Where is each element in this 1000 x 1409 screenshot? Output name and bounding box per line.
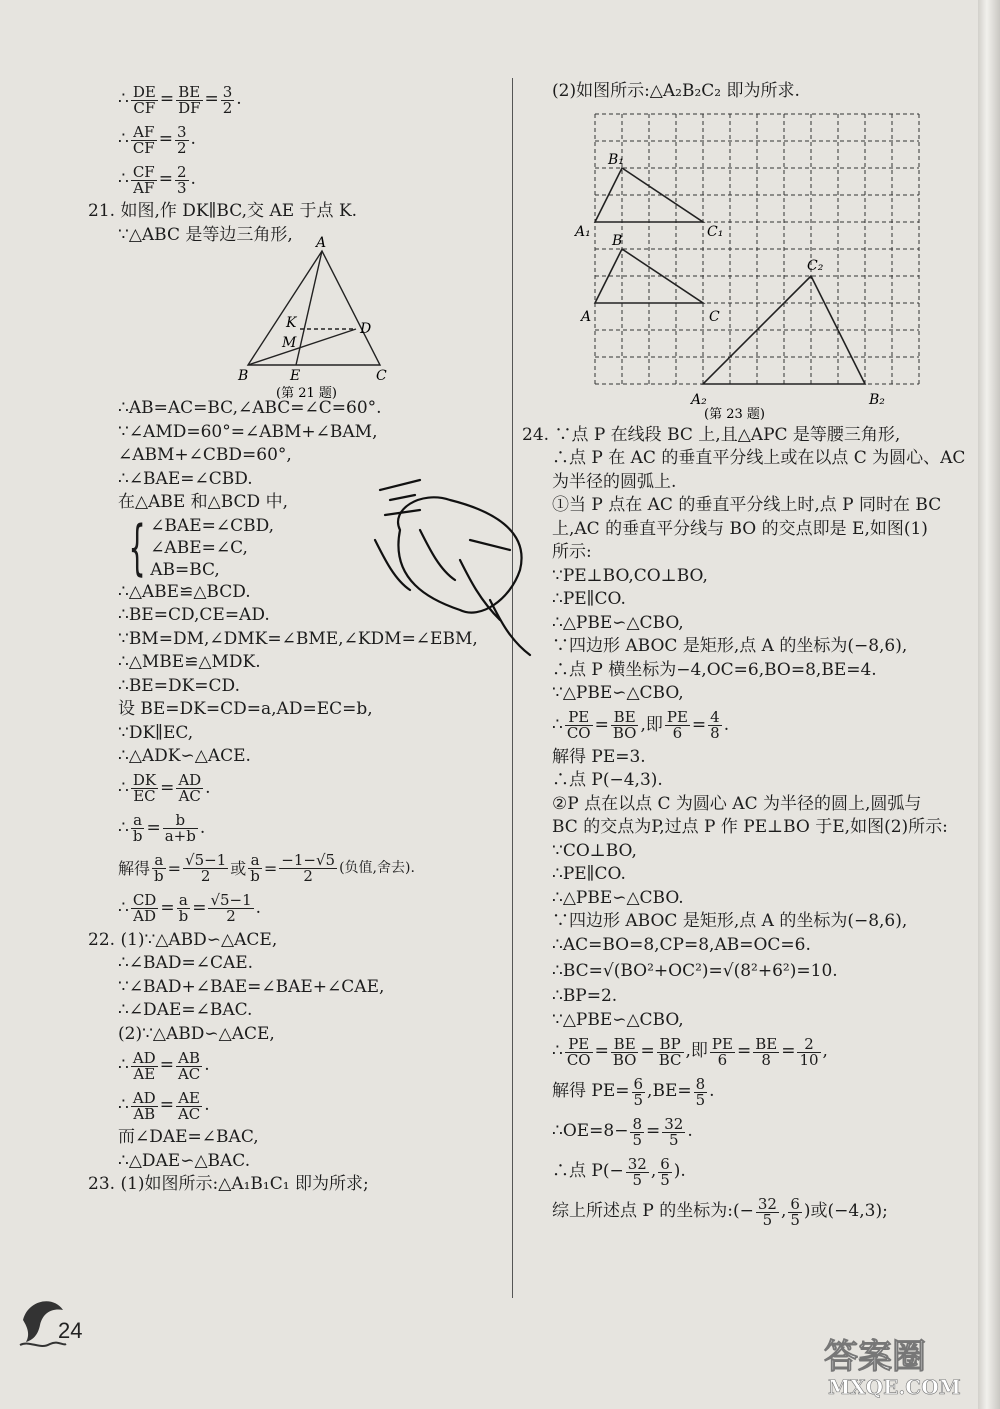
equation-line: 解得 $\frac{a}{b}$ = $\frac{√5-1}{2}$ 或 $\frac{a}{b}$ = $\frac{-1-√5}{2}$ (负值,舍去).: [118, 851, 415, 885]
q24-line: ①当 P 点在 AC 的垂直平分线上时,点 P 同时在 BC: [552, 495, 942, 515]
q24-line: ∵△PBE∽△CBO,: [552, 683, 684, 703]
q24-line: ∴PE∥CO.: [552, 864, 626, 884]
q24-line: ∴BP=2.: [552, 986, 618, 1006]
q22-line: ∴∠BAD=∠CAE.: [118, 953, 254, 973]
proof-line: ∠ABM+∠CBD=60°,: [118, 445, 292, 465]
q24-line: ∴△PBE∽△CBO.: [552, 887, 684, 908]
proof-line: ∴△MBE≌△MDK.: [118, 652, 261, 672]
equation-line: ∴ $\frac{CD}{AD}$ = $\frac{a}{b}$ = $\frac{√5-1}{2}$ .: [118, 891, 262, 925]
label-A: A: [581, 308, 592, 325]
proof-line: ∴∠BAE=∠CBD.: [118, 468, 253, 489]
q22-line: ∴△DAE∽△BAC.: [118, 1150, 251, 1171]
proof-line: ∵BM=DM,∠DMK=∠BME,∠KDM=∠EBM,: [118, 628, 478, 649]
label-D: D: [360, 321, 372, 337]
q24-line: BC 的交点为P,过点 P 作 PE⊥BO 于E,如图(2)所示:: [552, 817, 948, 837]
q24-line: 为半径的圆弧上.: [552, 471, 677, 492]
proof-line: ∴△ABE≌△BCD.: [118, 581, 251, 602]
q24-line: ∵CO⊥BO,: [552, 840, 637, 861]
watermark-logo-text: 答案圈: [824, 1337, 926, 1377]
q23-line: 23. (1)如图所示:△A₁B₁C₁ 即为所求;: [88, 1174, 369, 1194]
equation-line: 综上所述点 P 的坐标为:(− $\frac{32}{5}$ , $\frac{6}{5}$ )或(−4,3);: [552, 1194, 888, 1229]
q24-line: ∴点 P(−4,3).: [552, 770, 663, 790]
q22-line: (2)∵△ABD∽△ACE,: [118, 1023, 275, 1044]
label-A: A: [316, 235, 327, 251]
watermark-url-text: MXQE.COM: [828, 1375, 961, 1399]
site-watermark-logo: [820, 1330, 990, 1404]
proof-line: ∴BE=DK=CD.: [118, 675, 240, 696]
equation-line: ∴ $\frac{AF}{CF}$ = $\frac{3}{2}$ .: [118, 122, 196, 157]
label-C: C: [709, 308, 720, 325]
label-E: E: [290, 368, 301, 384]
equation-line: 解得 PE= $\frac{6}{5}$ ,BE= $\frac{8}{5}$ .: [552, 1074, 715, 1109]
q24-line: ∵四边形 ABOC 是矩形,点 A 的坐标为(−8,6),: [552, 911, 908, 931]
figure-23: [522, 104, 974, 424]
q22-line: 22. (1)∵△ABD∽△ACE,: [88, 929, 278, 950]
equation-line: ∴OE=8− $\frac{8}{5}$ = $\frac{32}{5}$ .: [552, 1114, 693, 1149]
equation-line: ∴ $\frac{a}{b}$ = $\frac{b}{a+b}$ .: [118, 811, 206, 845]
label-B1: B₁: [608, 151, 624, 168]
proof-line: 设 BE=DK=CD=a,AD=EC=b,: [118, 699, 373, 719]
q23-line: (2)如图所示:△A₂B₂C₂ 即为所求.: [552, 81, 800, 101]
proof-line: ∴AB=AC=BC,∠ABC=∠C=60°.: [118, 398, 382, 418]
q24-line: ∴AC=BO=8,CP=8,AB=OC=6.: [552, 934, 811, 955]
q24-line: 24. ∵点 P 在线段 BC 上,且△APC 是等腰三角形,: [522, 424, 901, 445]
label-B: B: [238, 368, 249, 384]
brace-system: { ∠BAE=∠CBD, ∠ABE=∠C, AB=BC,: [128, 512, 275, 583]
proof-line: ∴BE=CD,CE=AD.: [118, 605, 270, 625]
proof-line: ∵DK∥EC,: [118, 722, 194, 743]
proof-line: ∵∠AMD=60°=∠ABM+∠BAM,: [118, 421, 378, 442]
label-C: C: [376, 368, 387, 384]
q24-line: ∴点 P 横坐标为−4,OC=6,BO=8,BE=4.: [552, 659, 877, 680]
proof-line: ∴△ADK∽△ACE.: [118, 746, 251, 766]
q24-line: ②P 点在以点 C 为圆心 AC 为半径的圆上,圆弧与: [552, 793, 922, 814]
equation-line: ∴点 P(− $\frac{32}{5}$ , $\frac{6}{5}$ ).: [552, 1154, 686, 1189]
q24-line: ∴PE∥CO.: [552, 589, 626, 609]
label-B2: B₂: [869, 391, 885, 408]
figure-23-caption: (第 23 题): [704, 406, 765, 422]
label-C2: C₂: [807, 257, 824, 274]
page-number: 24: [58, 1318, 83, 1343]
label-K: K: [286, 315, 297, 331]
label-A1: A₁: [575, 223, 591, 240]
page-binding-edge: [978, 0, 1000, 1409]
label-C1: C₁: [707, 223, 724, 240]
q22-line: 而∠DAE=∠BAC,: [118, 1127, 259, 1147]
handwritten-watermark: [360, 470, 540, 674]
label-A2: A₂: [691, 391, 707, 408]
equation-line: ∴ $\frac{AD}{AB}$ = $\frac{AE}{AC}$ .: [118, 1088, 210, 1123]
equation-line: ∴ $\frac{PE}{CO}$ = $\frac{BE}{BO}$ = $\frac{BP}{BC}$ ,即 $\frac{PE}{6}$ = $\frac{BE}{8}$ = $\frac{2}{10}$ ,: [552, 1034, 828, 1069]
q24-line: ∵四边形 ABOC 是矩形,点 A 的坐标为(−8,6),: [552, 636, 908, 656]
q24-line: ∵△PBE∽△CBO,: [552, 1009, 684, 1030]
q22-line: ∴∠DAE=∠BAC.: [118, 1000, 253, 1020]
equation-line: ∴ $\frac{DE}{CF}$ = $\frac{BE}{DF}$ = $\frac{3}{2}$ .: [118, 82, 242, 117]
figure-21-caption: (第 21 题): [276, 386, 337, 401]
q24-line: 所示:: [552, 542, 592, 562]
q24-line: ∴点 P 在 AC 的垂直平分线上或在以点 C 为圆心、AC: [552, 448, 966, 468]
equation-line: ∴ $\frac{PE}{CO}$ = $\frac{BE}{BO}$ ,即 $\frac{PE}{6}$ = $\frac{4}{8}$ .: [552, 708, 730, 742]
equation-line: ∴ $\frac{CF}{AF}$ = $\frac{2}{3}$ .: [118, 162, 196, 197]
right-column: [522, 80, 974, 1232]
equation-line: ∴ $\frac{DK}{EC}$ = $\frac{AD}{AC}$ .: [118, 771, 211, 805]
q24-line: 上,AC 的垂直平分线与 BO 的交点即是 E,如图(1): [552, 518, 928, 539]
figure-21: [88, 235, 498, 401]
equation-line: ∴ $\frac{AD}{AE}$ = $\frac{AB}{AC}$ .: [118, 1048, 210, 1083]
column-divider: [512, 78, 513, 1298]
q21-line: 21. 如图,作 DK∥BC,交 AE 于点 K.: [88, 201, 358, 221]
q24-line: ∴△PBE∽△CBO,: [552, 612, 684, 633]
q24-line: 解得 PE=3.: [552, 746, 646, 767]
proof-line: 在△ABE 和△BCD 中,: [118, 492, 288, 512]
q21-line: ∵△ABC 是等边三角形,: [118, 224, 293, 245]
label-B: B: [612, 232, 623, 249]
q22-line: ∵∠BAD+∠BAE=∠BAE+∠CAE,: [118, 976, 385, 997]
label-M: M: [282, 335, 297, 351]
q24-line: ∵PE⊥BO,CO⊥BO,: [552, 565, 708, 586]
left-brace-icon: {: [128, 512, 146, 583]
q24-line: ∴BC=√(BO²+OC²)=√(8²+6²)=10.: [552, 961, 838, 981]
